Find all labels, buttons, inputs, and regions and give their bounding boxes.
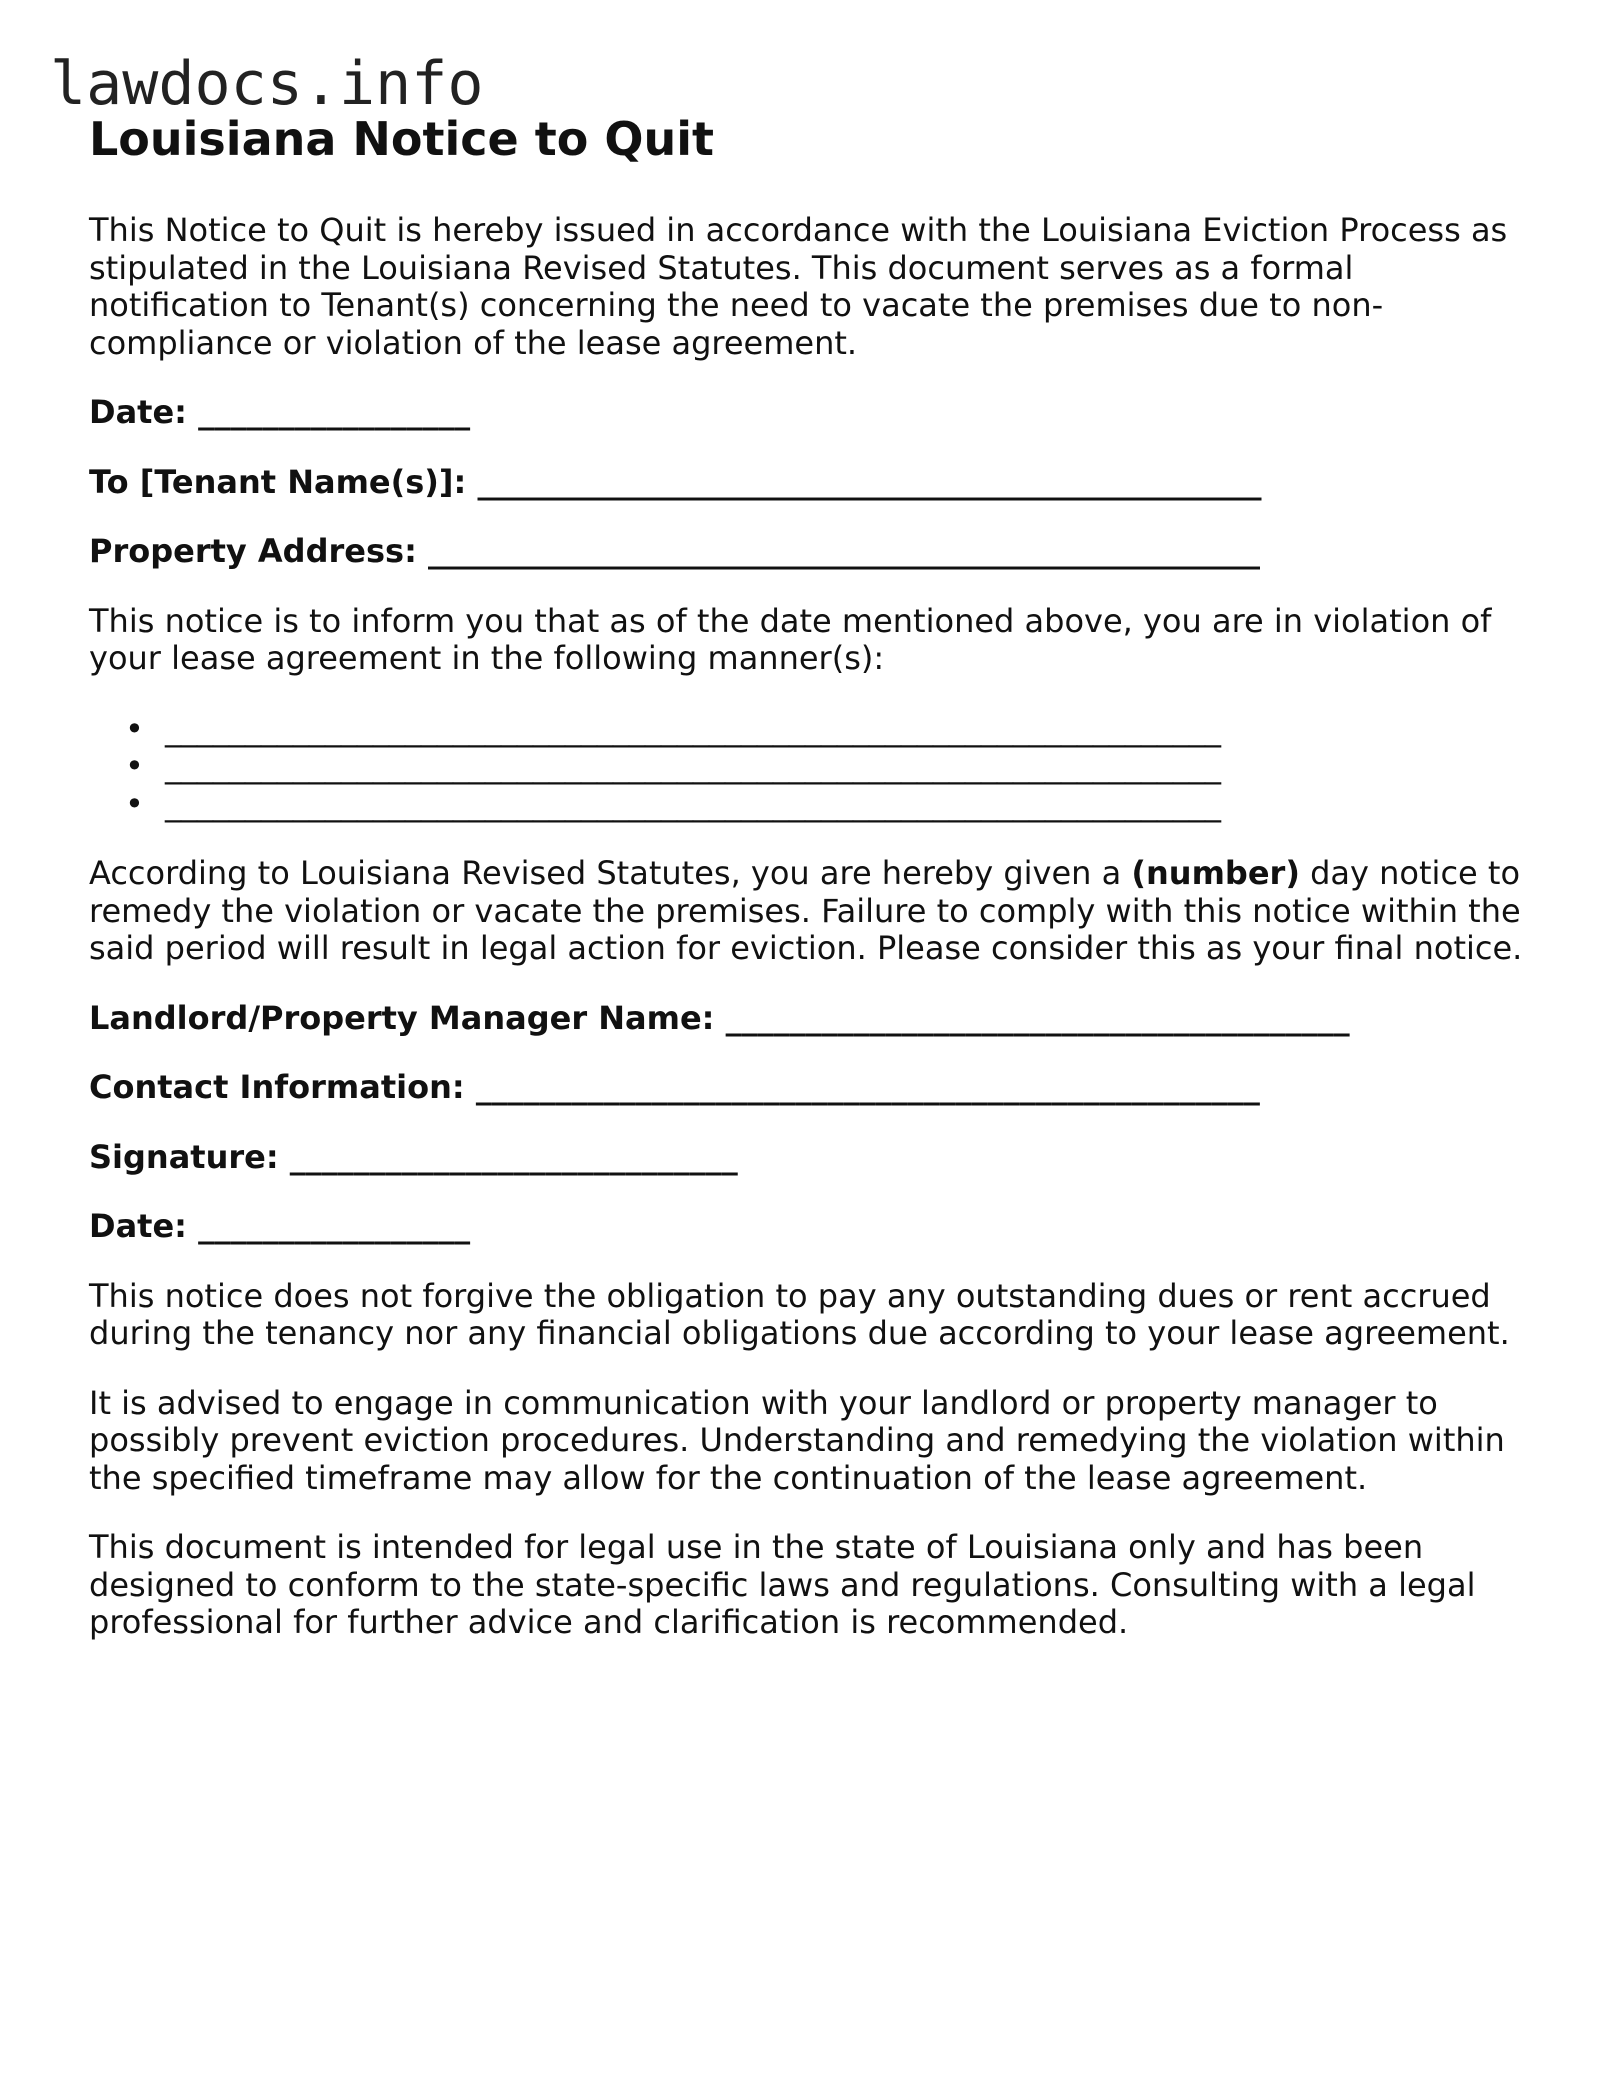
landlord-name-label: Landlord/Property Manager Name: [89, 998, 715, 1037]
bullet-icon: • [125, 709, 144, 748]
legal-use-paragraph: This document is intended for legal use in the state of Louisiana only and has been designed to conform to the state-specific laws and regulations. Consulting with a legal professional for further advice and clarification is recommended. [89, 1528, 1476, 1641]
list-item [125, 709, 1529, 749]
violation-blank-line[interactable]: __________________________________________________________________ [165, 709, 1221, 748]
contact-information-field [89, 1069, 1529, 1107]
violation-intro-paragraph: This notice is to inform you that as of the date mentioned above, you are in violation of your lease agreement in the following manner(s): [89, 601, 1492, 677]
violation-blank-line[interactable]: __________________________________________________________________ [165, 784, 1221, 823]
landlord-name-blank-line[interactable]: _______________________________________ [725, 998, 1350, 1037]
notice-text-start: According to Louisiana Revised Statutes, you are hereby given a [89, 854, 1132, 892]
list-item [125, 784, 1529, 824]
watermark-logo: lawdocs.info [50, 49, 484, 119]
tenant-name-label: To [Tenant Name(s)]: [89, 462, 467, 501]
tenant-name-field [89, 464, 1529, 502]
document-page [89, 108, 1529, 1642]
tenant-name-blank-line[interactable]: _________________________________________________ [477, 462, 1262, 501]
violations-list [89, 711, 1529, 824]
property-address-field [89, 533, 1529, 571]
list-item [125, 747, 1529, 786]
date-field-top [89, 394, 1529, 432]
date-blank-line[interactable]: _________________ [198, 1207, 471, 1245]
contact-information-blank-line[interactable]: _________________________________________________ [475, 1068, 1260, 1106]
signature-field [89, 1139, 1529, 1177]
notice-period-paragraph [89, 855, 1529, 968]
signature-label: Signature: [89, 1137, 279, 1176]
signature-blank-line[interactable]: ____________________________ [289, 1137, 738, 1176]
intro-paragraph: This Notice to Quit is hereby issued in accordance with the Louisiana Eviction Process as stipulated in the Louisiana Revised Statutes. This document serves as a formal notification to Tenant(s) concerning the need to vacate the premises due to non-compliance or violation of the lease agreement. [89, 211, 1508, 362]
contact-information-label: Contact Information: [89, 1068, 465, 1106]
advice-paragraph: It is advised to engage in communication with your landlord or property manager to possibly prevent eviction procedures. Understanding and remedying the violation within the specified timeframe may allow for the continuation of the lease agreement. [89, 1383, 1505, 1497]
date-label: Date: [89, 1207, 187, 1245]
bullet-icon: • [125, 747, 144, 785]
bullet-icon: • [125, 784, 144, 823]
date-label: Date: [89, 393, 187, 431]
date-blank-line[interactable]: _________________ [198, 393, 471, 431]
landlord-name-field [89, 1000, 1529, 1038]
dues-paragraph: This notice does not forgive the obligation to pay any outstanding dues or rent accrued during the tenancy nor any financial obligations due according to your lease agreement. [89, 1276, 1510, 1352]
notice-number-placeholder: (number) [1131, 854, 1300, 892]
date-field-bottom [89, 1208, 1529, 1246]
document-title: Louisiana Notice to Quit [89, 112, 714, 166]
property-address-blank-line[interactable]: ____________________________________________________ [428, 532, 1260, 570]
violation-blank-line[interactable]: __________________________________________________________________ [165, 747, 1221, 785]
property-address-label: Property Address: [89, 532, 417, 570]
notice-text-end: day notice to remedy the violation or vacate the premises. Failure to comply with this notice within the said period will result in legal action for eviction. Please consider this as your final notice. [89, 854, 1523, 967]
